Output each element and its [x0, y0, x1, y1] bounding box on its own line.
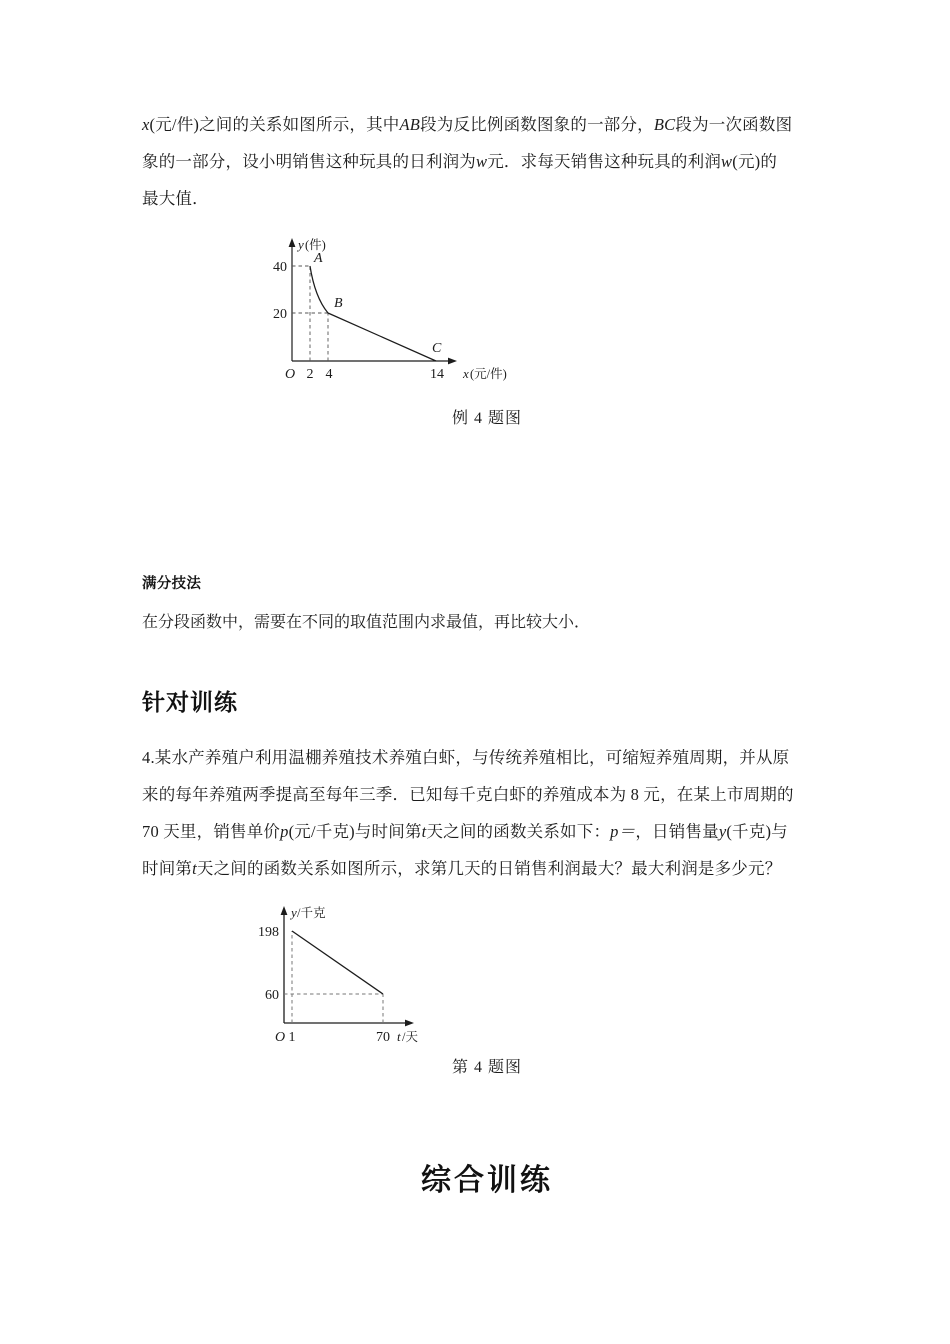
q4-var-p: p — [280, 822, 289, 841]
dashed-guides — [284, 931, 383, 1023]
y-tick-40: 40 — [273, 260, 287, 275]
x-origin-label: O — [284, 367, 296, 382]
point-label-a: A — [314, 251, 323, 266]
x-axis-label-var: x — [463, 366, 469, 381]
question-4-chart-svg — [242, 901, 472, 1046]
question-4-figure-caption: 第 4 题图 — [451, 1059, 522, 1076]
example-var-w-2: w — [721, 152, 733, 171]
tip-body: 在分段函数中，需要在不同的取值范围内求最值，再比较大小． — [142, 614, 591, 631]
y-axis-label-var: y — [291, 905, 297, 920]
curve-ab-inverse-proportional — [310, 266, 328, 313]
q4-line3e: (千克)与 — [726, 822, 788, 841]
point-label-b: B — [334, 296, 343, 311]
x-tick-2: 2 — [306, 367, 314, 382]
question-number: 4. — [142, 748, 155, 767]
example-segment-ab: AB — [399, 115, 421, 134]
curve-bc-linear — [328, 313, 436, 361]
y-axis-label-unit: (件) — [305, 238, 326, 252]
example-4-figure — [142, 233, 832, 428]
x-tick-14: 14 — [430, 367, 444, 382]
y-axis-arrow — [281, 906, 288, 915]
example-4-chart-svg — [250, 233, 510, 383]
x-axis-arrow — [405, 1020, 414, 1027]
q4-line3b: (元/千克)与时间第 — [288, 822, 422, 841]
example-paragraph — [142, 106, 832, 217]
question-4-figure — [142, 901, 832, 1077]
q4-var-t-1: t — [421, 822, 427, 841]
q4-line1: 某水产养殖户利用温棚养殖技术养殖白虾，与传统养殖相比，可缩短养殖周期，并从原 — [154, 748, 790, 767]
example-text-3: 最大值． — [142, 189, 209, 208]
practice-question-4 — [142, 739, 832, 887]
x-axis-label-unit: /天 — [402, 1030, 418, 1044]
dashed-guides — [292, 266, 328, 361]
example-var-x: x — [142, 115, 150, 134]
x-axis-arrow — [448, 358, 457, 365]
q4-line3c: 天之间的函数关系如下： — [426, 822, 611, 841]
x-tick-70: 70 — [376, 1030, 390, 1045]
comprehensive-training-heading: 综合训练 — [421, 1163, 553, 1198]
example-text-2c: (元)的 — [732, 152, 778, 171]
y-axis-arrow — [289, 238, 296, 247]
example-segment-bc: BC — [653, 115, 676, 134]
document-content-column — [142, 0, 832, 1199]
q4-line4b: 天之间的函数关系如图所示，求第几天的日销售利润最大？最大利润是多少元？ — [196, 859, 782, 878]
practice-section-heading: 针对训练 — [142, 690, 238, 716]
q4-equation-p: p＝ — [610, 822, 636, 841]
example-text-1c: 段为一次函数图 — [675, 115, 793, 134]
q4-line3a: 70 天里，销售单价 — [142, 822, 281, 841]
y-tick-198: 198 — [258, 925, 279, 940]
example-text-1a: (元/件)之间的关系如图所示，其中 — [149, 115, 400, 134]
tip-heading: 满分技法 — [142, 576, 202, 592]
y-tick-20: 20 — [273, 307, 287, 322]
q4-line2: 来的每年养殖两季提高至每年三季．已知每千克白虾的养殖成本为 8 元，在某上市周期的 — [142, 785, 794, 804]
x-origin-label: O — [274, 1030, 286, 1045]
x-tick-1: 1 — [288, 1030, 296, 1045]
curve-sales-volume — [292, 931, 383, 994]
example-4-figure-caption: 例 4 题图 — [451, 410, 522, 427]
example-text-2a: 象的一部分，设小明销售这种玩具的日利润为 — [142, 152, 476, 171]
example-text-2b: 元．求每天销售这种玩具的利润 — [487, 152, 722, 171]
q4-var-y: y — [718, 822, 727, 841]
q4-var-t-2: t — [192, 859, 197, 878]
y-axis-label-unit: /千克 — [297, 906, 326, 920]
example-var-w-1: w — [476, 152, 488, 171]
example-text-1b: 段为反比例函数图象的一部分， — [420, 115, 654, 134]
y-axis-label-var: y — [298, 237, 304, 252]
x-axis-label-unit: (元/件) — [470, 367, 507, 381]
y-tick-60: 60 — [265, 988, 279, 1003]
q4-line3d: ，日销售量 — [635, 822, 719, 841]
point-label-c: C — [432, 341, 442, 356]
x-tick-4: 4 — [325, 367, 333, 382]
q4-line4a: 时间第 — [142, 859, 193, 878]
x-axis-label-var: t — [397, 1029, 401, 1044]
